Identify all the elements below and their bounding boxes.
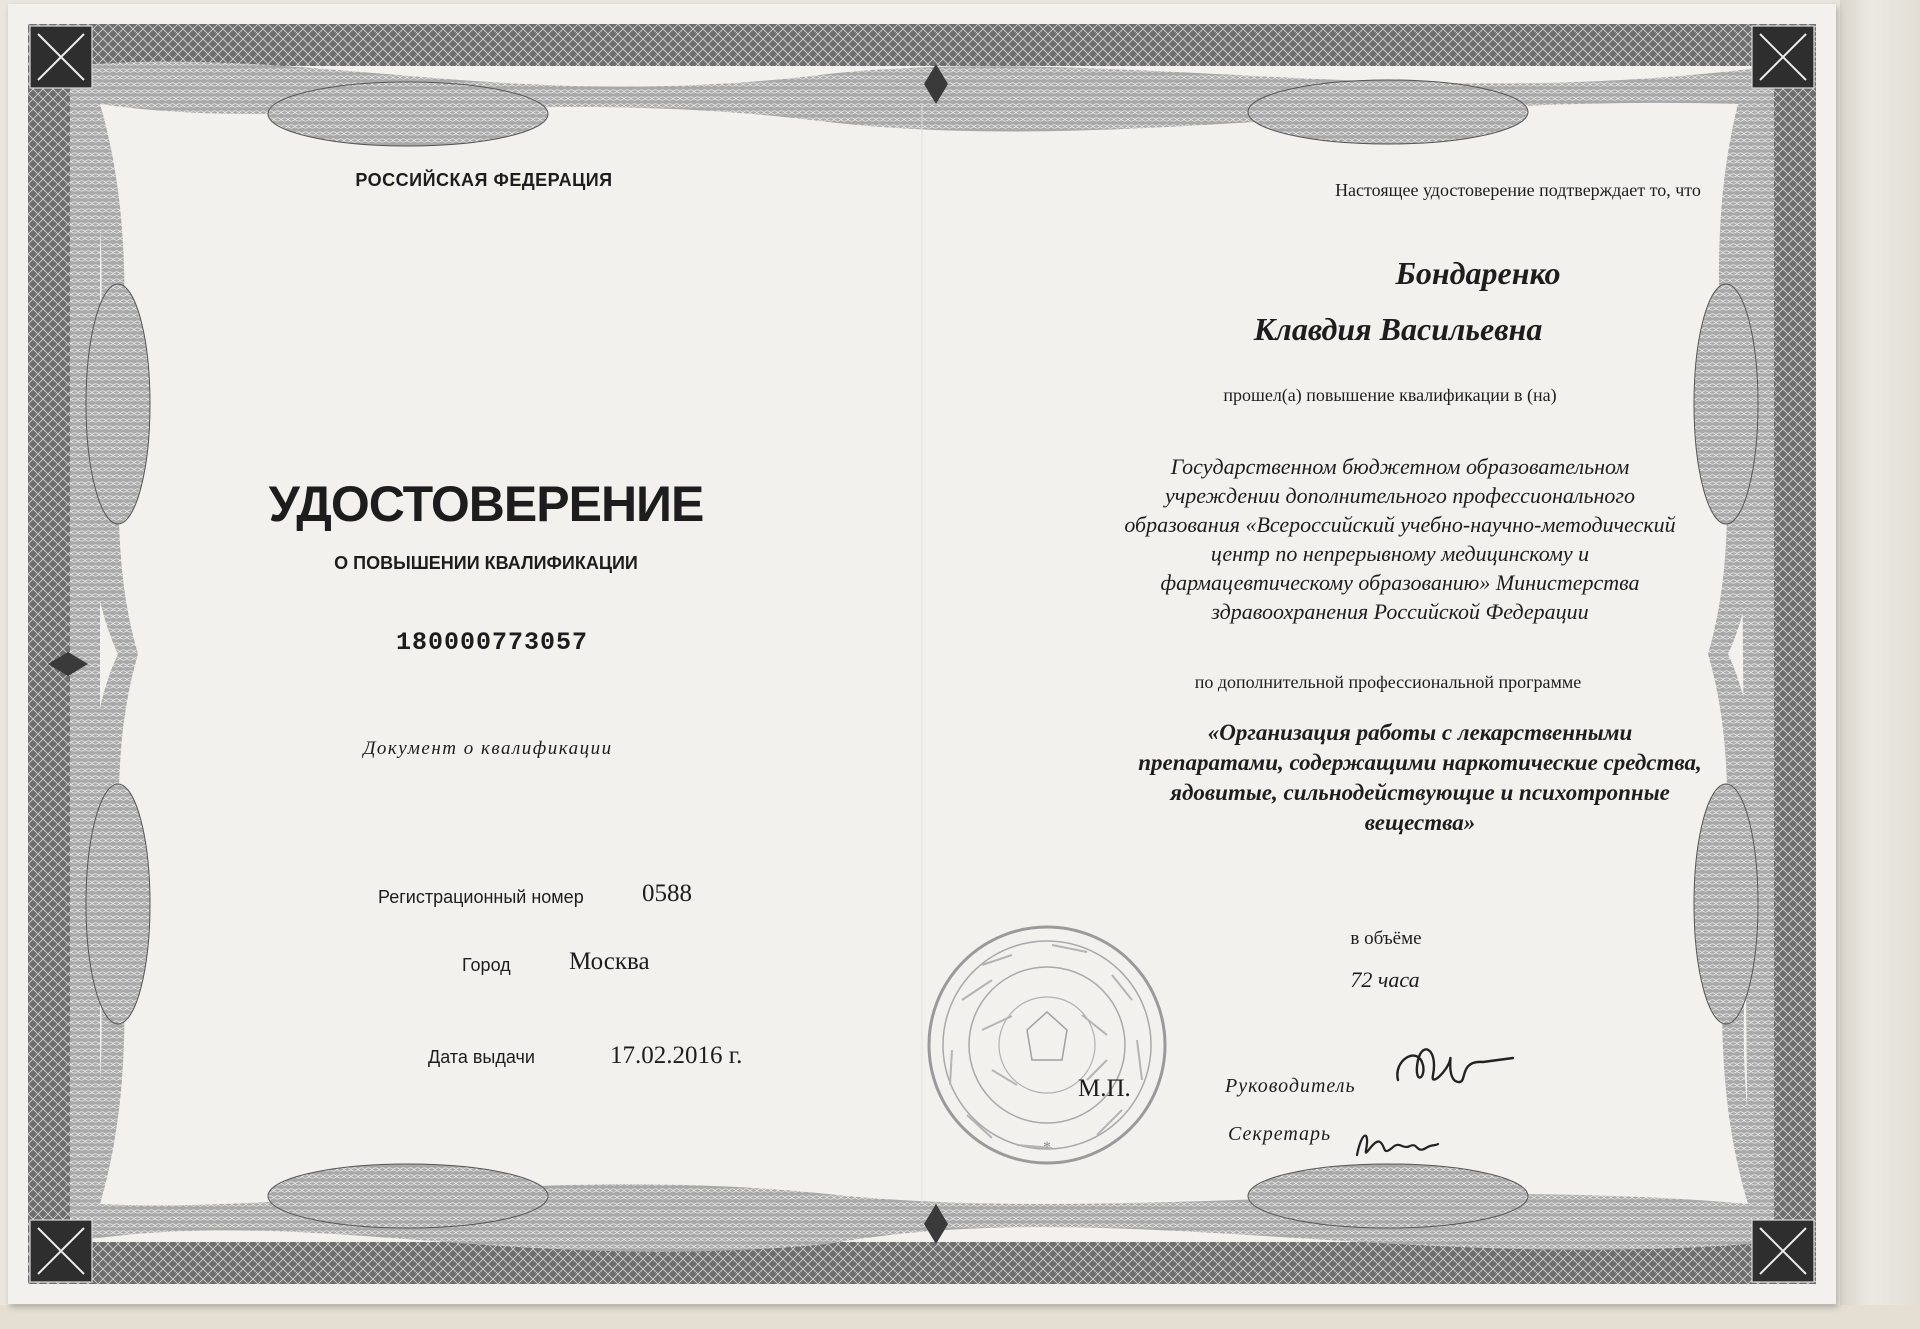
seal-mark: М.П. xyxy=(1078,1075,1131,1102)
city-value: Москва xyxy=(569,948,650,975)
institution-line: здравоохранения Российской Федерации xyxy=(1211,599,1589,624)
issue-date-label: Дата выдачи xyxy=(428,1047,535,1067)
svg-text:*: * xyxy=(1043,1139,1051,1156)
institution-line: учреждении дополнительного профессионального xyxy=(1165,483,1635,508)
institution-line: центр по непрерывному медицинскому и xyxy=(1210,541,1590,566)
secretary-signature xyxy=(1352,1120,1442,1165)
secretary-label: Секретарь xyxy=(1228,1123,1332,1145)
document-number: 180000773057 xyxy=(395,628,589,657)
holder-name: Клавдия Васильевна xyxy=(1253,311,1543,347)
program-line: ядовитые, сильнодействующие и психотропные xyxy=(1170,780,1670,805)
institution-line: фармацевтическому образованию» Министерства xyxy=(1160,570,1640,595)
holder-surname: Бондаренко xyxy=(1395,255,1561,291)
program-intro: по дополнительной профессиональной программе xyxy=(1194,672,1582,692)
program-line: препаратами, содержащими наркотические средства, xyxy=(1138,750,1702,775)
head-signature xyxy=(1388,1030,1518,1100)
document-kind: Документ о квалификации xyxy=(363,738,613,759)
institution-line: Государственном бюджетном образовательном xyxy=(1170,454,1630,479)
confirms-text: Настоящее удостоверение подтверждает то, что xyxy=(1335,180,1701,200)
passed-text: прошел(а) повышение квалификации в (на) xyxy=(1223,385,1557,405)
institution-block xyxy=(1124,452,1675,626)
city-label: Город xyxy=(462,955,511,975)
program-line: вещества» xyxy=(1364,810,1476,835)
document-title: УДОСТОВЕРЕНИЕ xyxy=(268,476,704,532)
head-label: Руководитель xyxy=(1225,1075,1356,1097)
program-line: «Организация работы с лекарственными xyxy=(1207,720,1633,745)
registration-value: 0588 xyxy=(642,880,692,907)
program-title-block xyxy=(1138,718,1702,838)
document-subtitle: О ПОВЫШЕНИИ КВАЛИФИКАЦИИ xyxy=(334,553,638,573)
registration-label: Регистрационный номер xyxy=(378,887,584,907)
scan-background-right xyxy=(1840,0,1920,1329)
hours-value: 72 часа xyxy=(1350,967,1420,992)
round-seal xyxy=(922,920,1172,1170)
country-label: РОССИЙСКАЯ ФЕДЕРАЦИЯ xyxy=(355,170,613,190)
scan-background-bottom xyxy=(0,1305,1920,1329)
volume-label: в объёме xyxy=(1350,928,1422,949)
issue-date-value: 17.02.2016 г. xyxy=(610,1042,743,1069)
institution-line: образования «Всероссийский учебно-научно-методический xyxy=(1124,512,1676,537)
